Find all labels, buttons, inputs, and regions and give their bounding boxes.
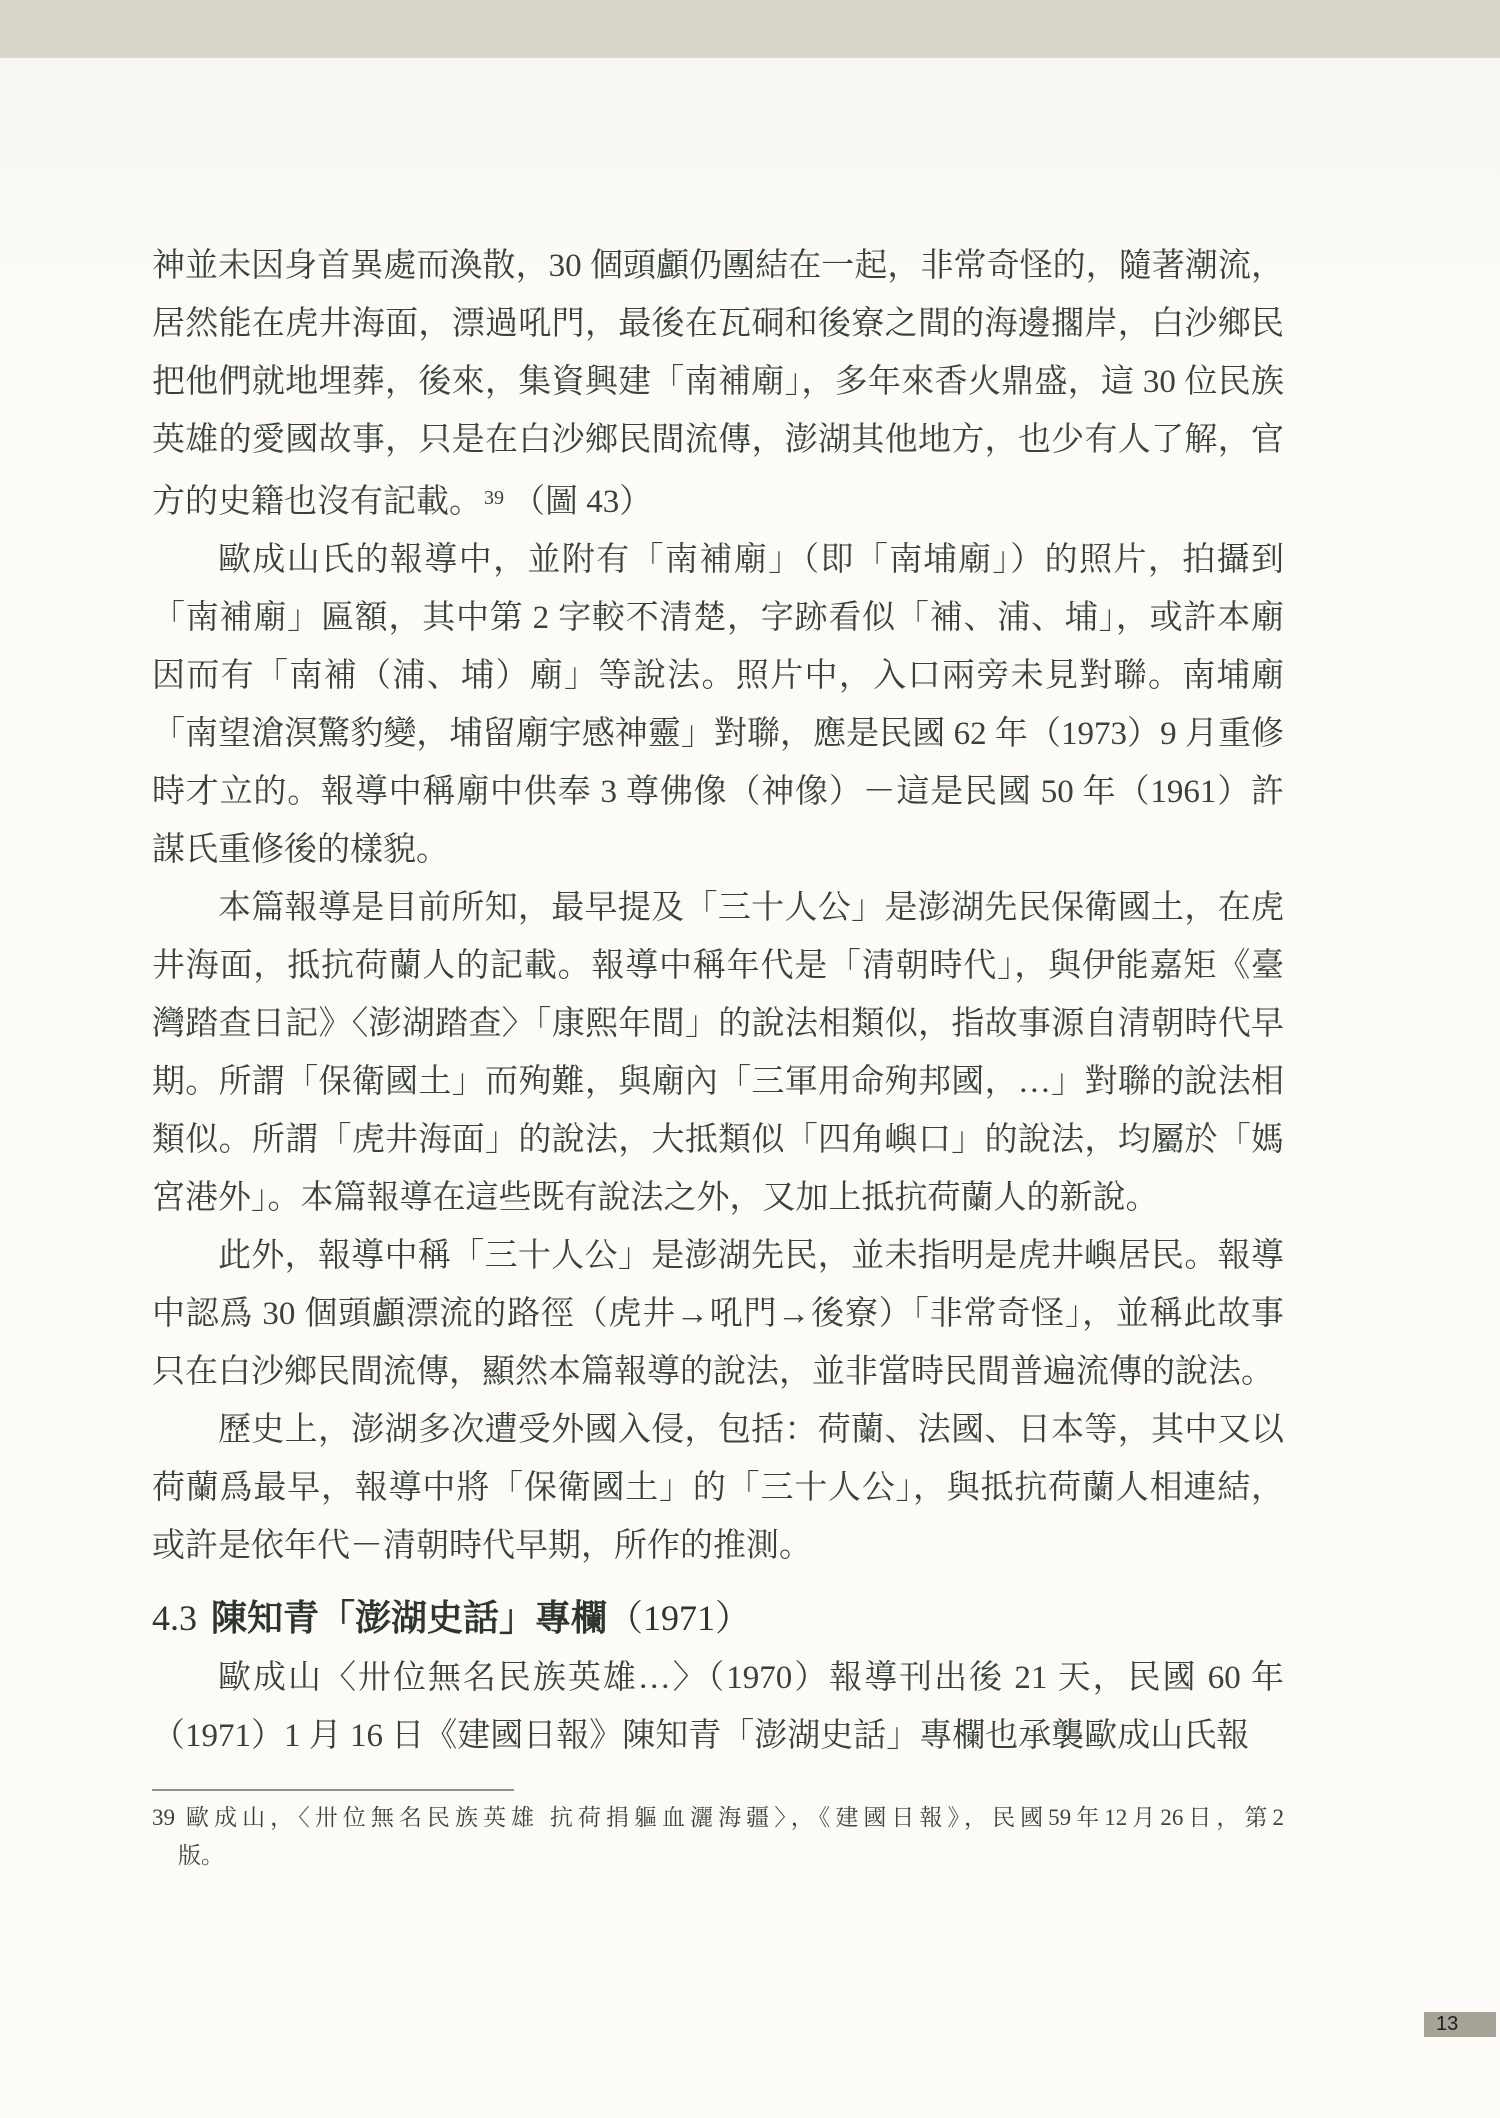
section-year: （1971） xyxy=(607,1598,752,1638)
footnote-line-2: 版。 xyxy=(178,1843,224,1868)
footnote-separator xyxy=(152,1789,514,1791)
paragraph-5: 歷史上，澎湖多次遭受外國入侵，包括：荷蘭、法國、日本等，其中又以荷蘭爲最早，報導中將「保衛國土」的「三十人公」，與抵抗荷蘭人相連結，或許是依年代－清朝時代早期，所作的推測。 xyxy=(152,1412,1284,1564)
paragraph-1 xyxy=(152,237,1284,531)
footnote-ref-39: 39 xyxy=(484,487,504,509)
scan-background-strip xyxy=(0,0,1500,58)
footnote-citation: 歐成山，〈卅位無名民族英雄 抗荷捐軀血灑海疆〉，《建國日報》，民國59年12月26日，第2 xyxy=(181,1805,1284,1830)
page-number: 13 xyxy=(1436,2013,1459,2035)
paragraph-6: 歐成山〈卅位無名民族英雄…〉（1970）報導刊出後 21 天，民國 60 年（1971）1 月 16 日《建國日報》陳知青「澎湖史話」專欄也承襲歐成山氏報 xyxy=(152,1660,1284,1754)
paragraph-1-text: 神並未因身首異處而渙散，30 個頭顱仍團結在一起，非常奇怪的，隨著潮流，居然能在虎井海面，漂過吼門，最後在瓦硐和後寮之間的海邊擱岸，白沙鄉民把他們就地埋葬，後來，集資興建「南補廟」，多年來香火鼎盛，這 30 位民族英雄的愛國故事，只是在白沙鄉民間流傳，澎湖其他地方，也少有人了解，官方的史籍也沒有記載。 xyxy=(152,248,1284,520)
section-title: 陳知青「澎湖史話」專欄 xyxy=(211,1597,608,1638)
section-number: 4.3 xyxy=(152,1598,197,1638)
paragraph-2: 歐成山氏的報導中，並附有「南補廟」（即「南埔廟」）的照片，拍攝到「南補廟」匾額，其中第 2 字較不清楚，字跡看似「補、浦、埔」，或許本廟因而有「南補（浦、埔）廟」等說法。照片中，入口兩旁未見對聯。南埔廟「南望滄溟驚豹變，埔留廟宇感神靈」對聯，應是民國 62 年（1973）9 月重修時才立的。報導中稱廟中供奉 3 尊佛像（神像）－這是民國 50 年（1961）許謀氏重修後的樣貌。 xyxy=(152,542,1284,868)
page-body xyxy=(152,237,1284,1875)
paragraph-4: 此外，報導中稱「三十人公」是澎湖先民，並未指明是虎井嶼居民。報導中認爲 30 個頭顱漂流的路徑（虎井→吼門→後寮）「非常奇怪」，並稱此故事只在白沙鄉民間流傳，顯然本篇報導的說法，並非當時民間普遍流傳的說法。 xyxy=(152,1238,1284,1390)
figure-reference: （圖 43） xyxy=(512,484,653,520)
paragraph-3: 本篇報導是目前所知，最早提及「三十人公」是澎湖先民保衛國土，在虎井海面，抵抗荷蘭人的記載。報導中稱年代是「清朝時代」，與伊能嘉矩《臺灣踏查日記》〈澎湖踏查〉「康熙年間」的說法相類似，指故事源自清朝時代早期。所謂「保衛國土」而殉難，與廟內「三軍用命殉邦國，…」對聯的說法相類似。所謂「虎井海面」的說法，大抵類似「四角嶼口」的說法，均屬於「媽宮港外」。本篇報導在這些既有說法之外，又加上抵抗荷蘭人的新說。 xyxy=(152,890,1284,1216)
footnote-marker: 39 xyxy=(152,1805,175,1830)
section-heading xyxy=(152,1587,1284,1649)
footnote-line-1 xyxy=(152,1799,1284,1837)
page-number-badge xyxy=(1424,2012,1496,2037)
footnote xyxy=(152,1799,1284,1875)
